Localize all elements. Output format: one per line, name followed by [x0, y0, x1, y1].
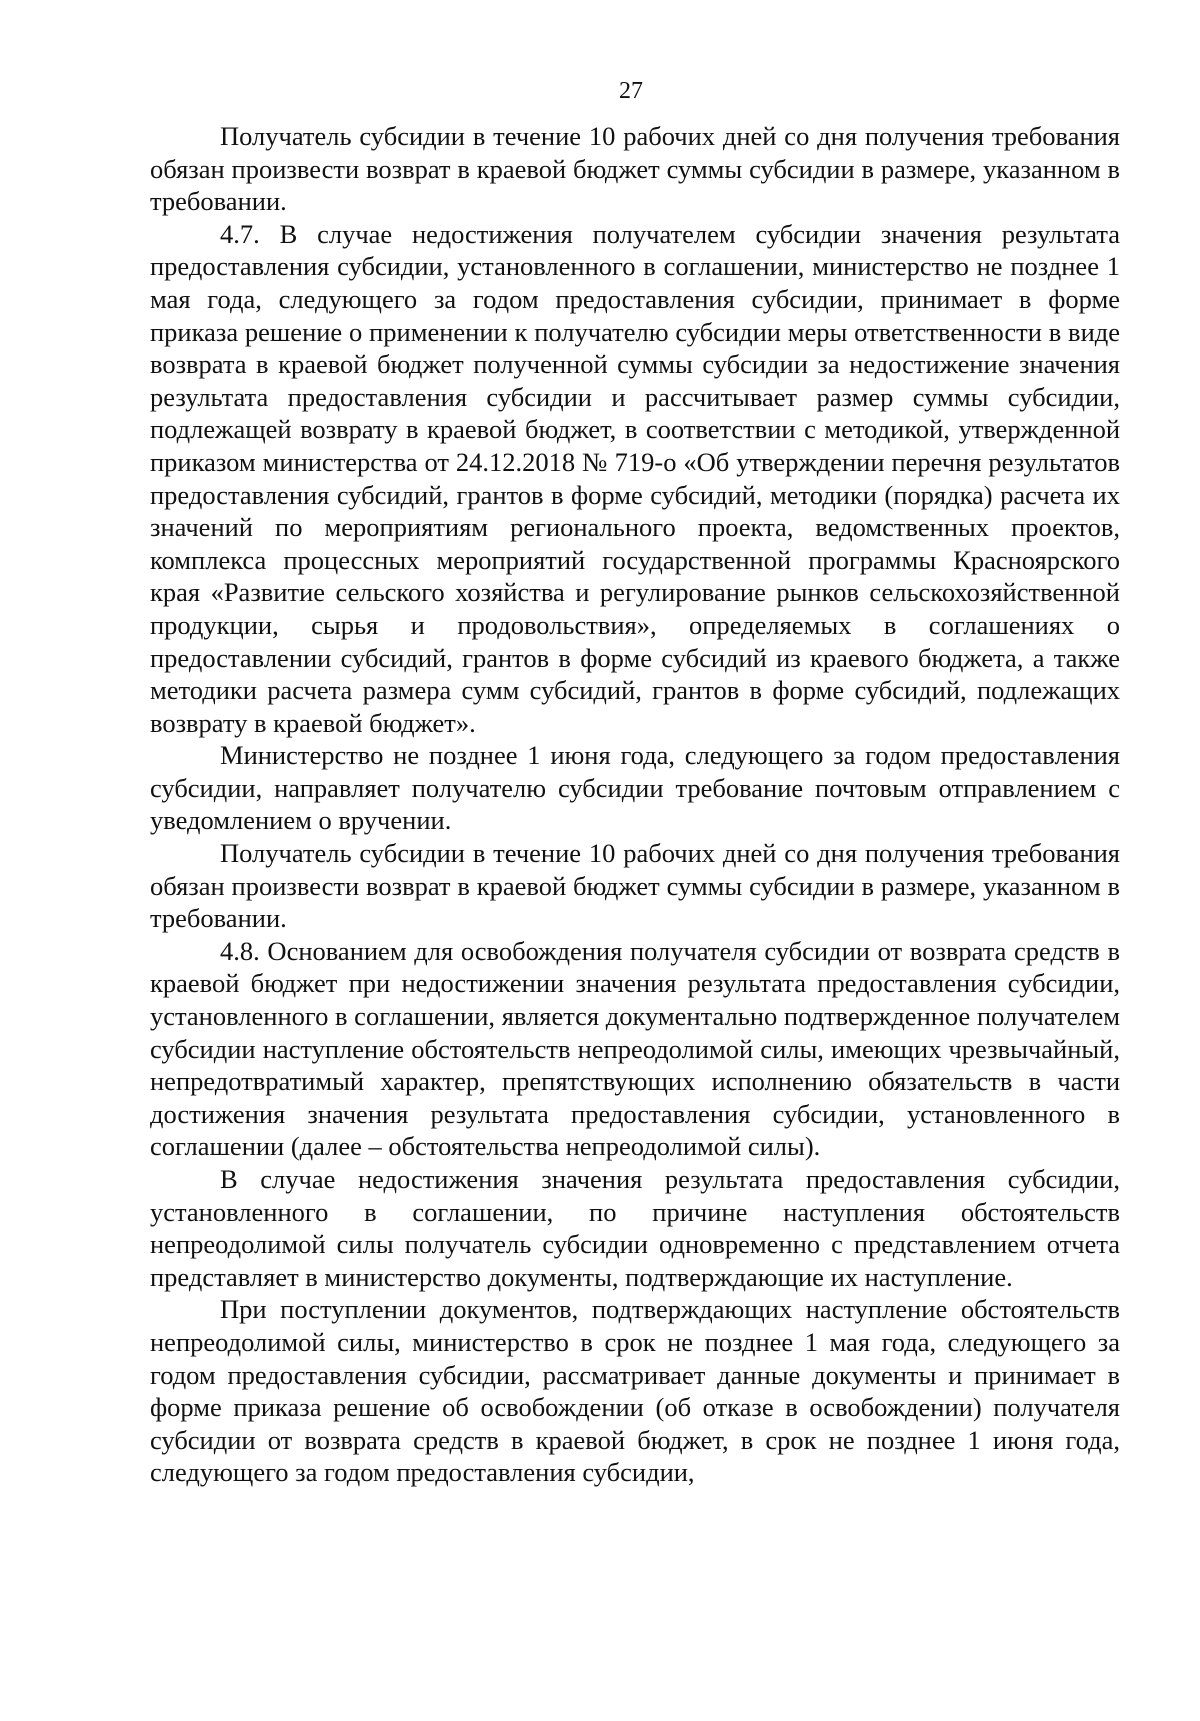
- paragraph-4-8: 4.8. Основанием для освобождения получателя субсидии от возврата средств в краевой бюджет при недостижении значения результата предоставления субсидии, установленного в соглашении, является документально подтвержденное получателем субсидии наступление обстоятельств непреодолимой силы, имеющих чрезвычайный, непредотвратимый характер, препятствующих исполнению обязательств в части достижения значения результата предоставления субсидии, установленного в соглашении (далее – обстоятельства непреодолимой силы).: [150, 935, 1120, 1162]
- paragraph-refund-obligation: Получатель субсидии в течение 10 рабочих дней со дня получения требования обязан произвести возврат в краевой бюджет суммы субсидии в размере, указанном в требовании.: [150, 121, 1120, 217]
- document-body: [150, 120, 1120, 1489]
- paragraph-ministry-decision: При поступлении документов, подтверждающих наступление обстоятельств непреодолимой силы, министерство в срок не позднее 1 мая года, следующего за годом предоставления субсидии, рассматривает данные документы и принимает в форме приказа решение об освобождении (об отказе в освобождении) получателя субсидии от возврата средств в краевой бюджет, в срок не позднее 1 июня года, следующего за годом предоставления субсидии,: [150, 1294, 1120, 1488]
- paragraph-force-majeure-documents: В случае недостижения значения результата предоставления субсидии, установленного в соглашении, по причине наступления обстоятельств непреодолимой силы получатель субсидии одновременно с представлением отчета представляет в министерство документы, подтверждающие их наступление.: [150, 1164, 1120, 1292]
- paragraph-4-7: 4.7. В случае недостижения получателем субсидии значения результата предоставления субсидии, установленного в соглашении, министерство не позднее 1 мая года, следующего за годом предоставления субсидии, принимает в форме приказа решение о применении к получателю субсидии меры ответственности в виде возврата в краевой бюджет полученной суммы субсидии за недостижение значения результата предоставления субсидии и рассчитывает размер суммы субсидии, подлежащей возврату в краевой бюджет, в соответствии с методикой, утвержденной приказом министерства от 24.12.2018 № 719-о «Об утверждении перечня результатов предоставления субсидий, грантов в форме субсидий, методики (порядка) расчета их значений по мероприятиям регионального проекта, ведомственных проектов, комплекса процессных мероприятий государственной программы Красноярского края «Развитие сельского хозяйства и регулирование рынков сельскохозяйственной продукции, сырья и продовольствия», определяемых в соглашениях о предоставлении субсидий, грантов в форме субсидий из краевого бюджета, а также методики расчета размера сумм субсидий, грантов в форме субсидий, подлежащих возврату в краевой бюджет».: [150, 218, 1120, 738]
- paragraph-ministry-requirement: Министерство не позднее 1 июня года, следующего за годом предоставления субсидии, направляет получателю субсидии требование почтовым отправлением с уведомлением о вручении.: [150, 740, 1120, 836]
- page-number: 27: [619, 78, 643, 104]
- paragraph-refund-obligation-repeat: Получатель субсидии в течение 10 рабочих дней со дня получения требования обязан произвести возврат в краевой бюджет суммы субсидии в размере, указанном в требовании.: [150, 838, 1120, 934]
